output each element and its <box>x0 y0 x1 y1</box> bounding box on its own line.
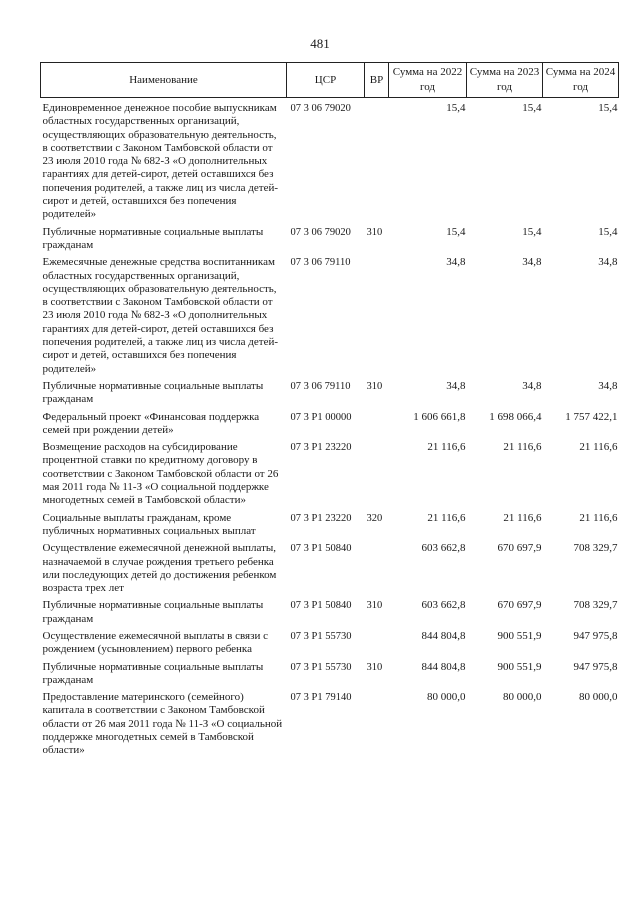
cell-sum-2024: 34,8 <box>598 256 618 269</box>
cell-sum-2024: 708 329,7 <box>573 542 618 555</box>
cell-sum-2022: 844 804,8 <box>421 660 466 673</box>
cell-vr <box>365 691 389 757</box>
cell-sum-2023: 1 698 066,4 <box>489 410 542 423</box>
cell-sum-2022: 1 606 661,8 <box>413 410 466 423</box>
cell-vr: 320 <box>366 512 383 524</box>
header-name: Наименование <box>41 63 287 98</box>
table-row <box>41 542 619 595</box>
table-header-row <box>41 63 619 98</box>
cell-sum-2024: 21 116,6 <box>579 511 618 524</box>
table-row <box>41 380 619 407</box>
cell-sum-2022: 15,4 <box>446 102 466 114</box>
cell-vr <box>365 630 389 657</box>
table-row <box>41 599 619 626</box>
cell-sum-2024: 80 000,0 <box>579 691 618 704</box>
cell-sum-2023: 34,8 <box>522 256 542 269</box>
cell-name: Публичные нормативные социальные выплаты гражданам <box>42 599 264 625</box>
table-row <box>41 256 619 376</box>
cell-csr: 07 3 P1 50840 <box>290 543 352 555</box>
cell-csr: 07 3 P1 00000 <box>290 411 352 423</box>
cell-csr: 07 3 P1 23220 <box>290 512 352 524</box>
table-row <box>41 226 619 253</box>
cell-sum-2023: 34,8 <box>522 379 542 392</box>
table-body <box>41 98 619 762</box>
header-csr: ЦСР <box>287 63 365 98</box>
cell-name: Возмещение расходов на субсидирование процентной ставки по кредитному договору в соответствии с Законом Тамбовской области от 26 мая 2011 года № 11-З «О социальной поддержке многодетных семей в Тамбовской области» <box>42 441 279 507</box>
cell-vr: 310 <box>366 661 383 673</box>
cell-sum-2023: 900 551,9 <box>497 660 542 673</box>
header-sum-2023: Сумма на 2023 год <box>467 63 543 98</box>
cell-sum-2024: 15,4 <box>598 225 618 238</box>
table-row <box>41 661 619 688</box>
cell-sum-2022: 603 662,8 <box>421 542 466 555</box>
cell-vr: 310 <box>366 226 383 238</box>
cell-name: Осуществление ежемесячной денежной выплаты, назначаемой в случае рождения третьего ребенка или последующих детей до достижения ребенком возраста трех лет <box>42 542 277 595</box>
cell-sum-2024: 1 757 422,1 <box>565 410 618 423</box>
table-row <box>41 411 619 438</box>
cell-sum-2022: 21 116,6 <box>427 511 466 524</box>
cell-csr: 07 3 P1 55730 <box>290 630 352 642</box>
cell-csr: 07 3 P1 50840 <box>290 600 352 612</box>
table-row <box>41 441 619 507</box>
cell-sum-2024: 947 975,8 <box>573 660 618 673</box>
cell-csr: 07 3 06 79020 <box>290 226 351 238</box>
cell-csr: 07 3 06 79110 <box>290 380 351 392</box>
table-row <box>41 512 619 539</box>
cell-name: Социальные выплаты гражданам, кроме публичных нормативных социальных выплат <box>42 511 256 537</box>
cell-sum-2023: 670 697,9 <box>497 542 542 555</box>
header-sum-2024: Сумма на 2024 год <box>543 63 619 98</box>
cell-vr <box>365 411 389 438</box>
cell-sum-2022: 34,8 <box>446 256 466 269</box>
page-number: 481 <box>310 36 330 51</box>
cell-sum-2022: 844 804,8 <box>421 629 466 642</box>
cell-sum-2023: 21 116,6 <box>503 511 542 524</box>
cell-vr <box>365 542 389 595</box>
budget-table <box>40 62 619 762</box>
cell-csr: 07 3 06 79110 <box>290 257 351 269</box>
cell-sum-2022: 80 000,0 <box>427 691 466 704</box>
cell-name: Ежемесячные денежные средства воспитанникам областных государственных организаций, осуществляющих образовательную деятельность, в соответствии с Законом Тамбовской области от 23 июля 2010 года № 682-З «О дополнительных гарантиях для детей-сирот, детей оставшихся без попечения родителей, а также лиц из числа детей-сирот и детей, оставшихся без попечения родителей» <box>42 256 279 375</box>
cell-sum-2023: 80 000,0 <box>503 691 542 704</box>
cell-sum-2024: 15,4 <box>598 102 618 114</box>
cell-sum-2024: 708 329,7 <box>573 599 618 612</box>
cell-name: Единовременное денежное пособие выпускникам областных государственных организаций, осуществляющих образовательную деятельность, в соответствии с Законом Тамбовской области от 23 июля 2010 года № 682-З «О дополнительных гарантиях для детей-сирот, детей оставшихся без попечения родителей, а также лиц из числа детей-сирот и детей, оставшихся без попечения родителей» <box>42 102 279 221</box>
cell-csr: 07 3 P1 79140 <box>290 692 352 704</box>
cell-sum-2022: 21 116,6 <box>427 441 466 454</box>
cell-vr <box>365 256 389 376</box>
header-vr: ВР <box>365 63 389 98</box>
table-row <box>41 102 619 222</box>
cell-sum-2022: 603 662,8 <box>421 599 466 612</box>
cell-sum-2023: 15,4 <box>522 225 542 238</box>
cell-sum-2023: 670 697,9 <box>497 599 542 612</box>
cell-sum-2024: 947 975,8 <box>573 629 618 642</box>
cell-sum-2024: 21 116,6 <box>579 441 618 454</box>
cell-vr: 310 <box>366 600 383 612</box>
cell-vr <box>365 102 389 222</box>
cell-sum-2023: 900 551,9 <box>497 629 542 642</box>
cell-name: Публичные нормативные социальные выплаты гражданам <box>42 225 264 251</box>
cell-vr <box>365 441 389 507</box>
table-row <box>41 691 619 757</box>
cell-sum-2022: 34,8 <box>446 379 466 392</box>
cell-sum-2023: 21 116,6 <box>503 441 542 454</box>
cell-vr: 310 <box>366 380 383 392</box>
cell-name: Публичные нормативные социальные выплаты гражданам <box>42 660 264 686</box>
cell-name: Федеральный проект «Финансовая поддержка семей при рождении детей» <box>42 410 260 436</box>
cell-name: Публичные нормативные социальные выплаты гражданам <box>42 379 264 406</box>
cell-sum-2023: 15,4 <box>522 102 542 114</box>
cell-name: Предоставление материнского (семейного) капитала в соответствии с Законом Тамбовской области от 26 мая 2011 года № 11-З «О социальной поддержке многодетных семей в Тамбовской области» <box>42 691 283 757</box>
cell-name: Осуществление ежемесячной выплаты в связи с рождением (усыновлением) первого ребенка <box>42 629 268 656</box>
header-sum-2022: Сумма на 2022 год <box>389 63 467 98</box>
cell-sum-2024: 34,8 <box>598 379 618 392</box>
cell-csr: 07 3 P1 23220 <box>290 442 352 454</box>
table-row <box>41 630 619 657</box>
cell-sum-2022: 15,4 <box>446 225 466 238</box>
cell-csr: 07 3 P1 55730 <box>290 661 352 673</box>
cell-csr: 07 3 06 79020 <box>290 103 351 114</box>
